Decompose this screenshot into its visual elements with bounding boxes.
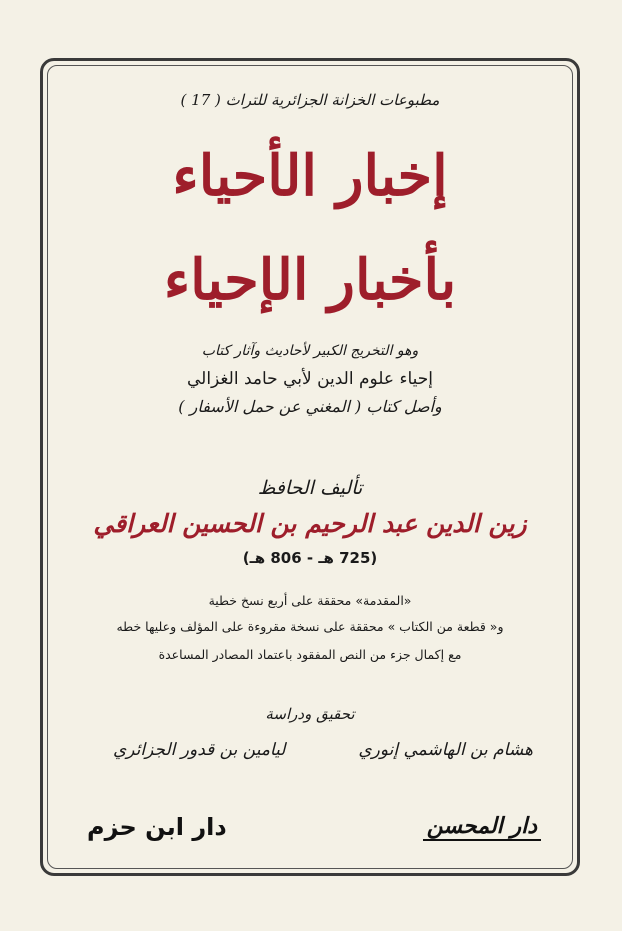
note-line-1: «المقدمة» محققة على أربع نسخ خطية xyxy=(208,593,412,608)
description-line-3: وأصل كتاب ( المغني عن حمل الأسفار ) xyxy=(178,397,442,416)
book-title-line-2: بأخبار الإحياء xyxy=(163,247,457,313)
note-line-3: مع إكمال جزء من النص المفقود باعتماد المصادر المساعدة xyxy=(158,647,462,662)
editor-name-right: هشام بن الهاشمي إنوري xyxy=(358,740,533,760)
editor-name-left: ليامين بن قدور الجزائري xyxy=(113,740,286,760)
description-line-1: وهو التخريج الكبير لأحاديث وآثار كتاب xyxy=(201,343,419,359)
series-label: مطبوعات الخزانة الجزائرية للتراث ( 17 ) xyxy=(180,91,440,109)
book-title-line-1: إخبار الأحياء xyxy=(172,143,448,209)
author-label: تأليف الحافظ xyxy=(257,477,363,499)
publisher-logo-left: دار ابن حزم xyxy=(87,813,227,841)
publisher-logo-right: دار المحسن xyxy=(423,813,541,841)
author-name: زين الدين عبد الرحيم بن الحسين العراقي xyxy=(93,509,527,538)
note-line-2: و« قطعة من الكتاب » محققة على نسخة مقروءة على المؤلف وعليها خطه xyxy=(116,619,504,634)
title-page xyxy=(47,65,573,869)
editors-label: تحقيق ودراسة xyxy=(265,705,355,723)
author-dates: (725 هـ - 806 هـ) xyxy=(242,549,378,567)
description-line-2: إحياء علوم الدين لأبي حامد الغزالي xyxy=(186,369,433,389)
